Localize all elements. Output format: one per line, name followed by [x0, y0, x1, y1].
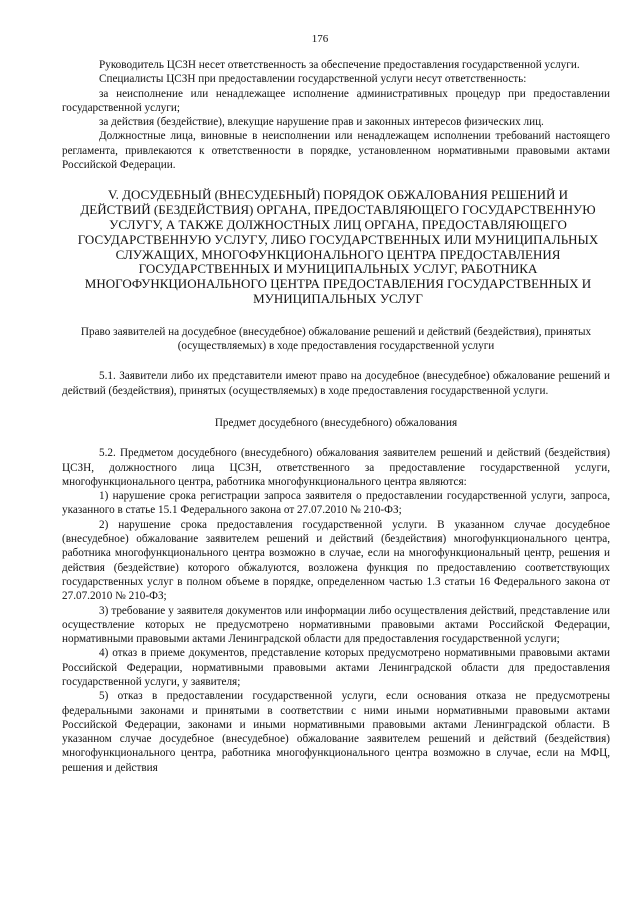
- list-item: 5) отказ в предоставлении государственной услуги, если основания отказа не предусмотрены федеральными законами и принятыми в соответствии с ними иными нормативными правовыми актами Российской Федерации, законами и иными нормативными правовыми актами Ленинградской области. В указанном случае досудебное (внесудебное) обжалование заявителем решений и действий (бездействия) многофункционального центра, работника многофункционального центра возможно в случае, если на МФЦ, решения и действия: [62, 690, 610, 774]
- subheading: Право заявителей на досудебное (внесудебное) обжалование решений и действий (бездействия), принятых (осуществляемых) в ходе предоставления государственной услуги: [80, 325, 592, 353]
- paragraph: Руководитель ЦСЗН несет ответственность за обеспечение предоставления государственной услуги.: [99, 59, 580, 71]
- paragraph: Должностные лица, виновные в неисполнении или ненадлежащем исполнении требований настоящего регламента, привлекаются к ответственности в порядке, установленном нормативными правовыми актами Российской Федерации.: [62, 130, 610, 172]
- list-item: 3) требование у заявителя документов или информации либо осуществления действий, представление или осуществление которых не предусмотрено нормативными правовыми актами Российской Федерации, нормативными правовыми актами Ленинградской области для предоставления государственной услуги;: [62, 604, 610, 646]
- list-item: 2) нарушение срока предоставления государственной услуги. В указанном случае досудебное (внесудебное) обжалование заявителем решений и действий (бездействия) многофункционального центра, работника многофункционального центра возможно в случае, если на многофункциональный центр, решения и действия (бездействие) которого обжалуются, возложена функция по предоставлению соответствующих государственных услуг в полном объеме в порядке, определенном частью 1.3 статьи 16 Федерального закона от 27.07.2010 № 210-ФЗ;: [62, 518, 610, 603]
- paragraph: 5.1. Заявители либо их представители имеют право на досудебное (внесудебное) обжалование решений и действий (бездействия), принятых (осуществляемых) в ходе предоставления государственной услуги.: [62, 370, 610, 397]
- paragraph: 5.2. Предметом досудебного (внесудебного) обжалования заявителем решений и действий (бездействия) ЦСЗН, должностного лица ЦСЗН, ответственного за предоставление государственной услуги, многофункционального центра, работника многофункционального центра являются:: [62, 447, 610, 488]
- paragraph: за действия (бездействие), влекущие нарушение прав и законных интересов физических лиц.: [99, 116, 544, 129]
- subheading: Предмет досудебного (внесудебного) обжалования: [214, 416, 458, 429]
- list-item: 1) нарушение срока регистрации запроса заявителя о предоставлении государственной услуги, запроса, указанного в статье 15.1 Федерального закона от 27.07.2010 № 210-ФЗ;: [62, 490, 610, 517]
- paragraph: за неисполнение или ненадлежащее исполнение административных процедур при предоставлении государственной услуги;: [62, 87, 610, 114]
- page-number: 176: [311, 33, 329, 45]
- list-item: 4) отказ в приеме документов, представление которых предусмотрено нормативными правовыми актами Российской Федерации, нормативными правовыми актами Ленинградской области для предоставления государственной услуги, у заявителя;: [62, 647, 610, 688]
- spacer: [62, 430, 610, 446]
- paragraph: Специалисты ЦСЗН при предоставлении государственной услуги несут ответственность:: [99, 73, 527, 86]
- section-title: V. ДОСУДЕБНЫЙ (ВНЕСУДЕБНЫЙ) ПОРЯДОК ОБЖАЛОВАНИЯ РЕШЕНИЙ И ДЕЙСТВИЙ (БЕЗДЕЙСТВИЯ) ОРГАНА, ПРЕДОСТАВЛЯЮЩЕГО ГОСУДАРСТВЕННУЮ УСЛУГУ, А ТАКЖЕ ДОЛЖНОСТНЫХ ЛИЦ ОРГАНА, ПРЕДОСТАВЛЯЮЩЕГО ГОСУДАРСТВЕННУЮ УСЛУГУ, ЛИБО ГОСУДАРСТВЕННЫХ ИЛИ МУНИЦИПАЛЬНЫХ СЛУЖАЩИХ, МНОГОФУНКЦИОНАЛЬНОГО ЦЕНТРА ПРЕДОСТАВЛЕНИЯ ГОСУДАРСТВЕННЫХ И МУНИЦИПАЛЬНЫХ УСЛУГ, РАБОТНИКА МНОГОФУНКЦИОНАЛЬНОГО ЦЕНТРА ПРЕДОСТАВЛЕНИЯ ГОСУДАРСТВЕННЫХ И МУНИЦИПАЛЬНЫХ УСЛУГ: [77, 187, 599, 306]
- spacer: [62, 353, 610, 369]
- page-content: [62, 58, 610, 775]
